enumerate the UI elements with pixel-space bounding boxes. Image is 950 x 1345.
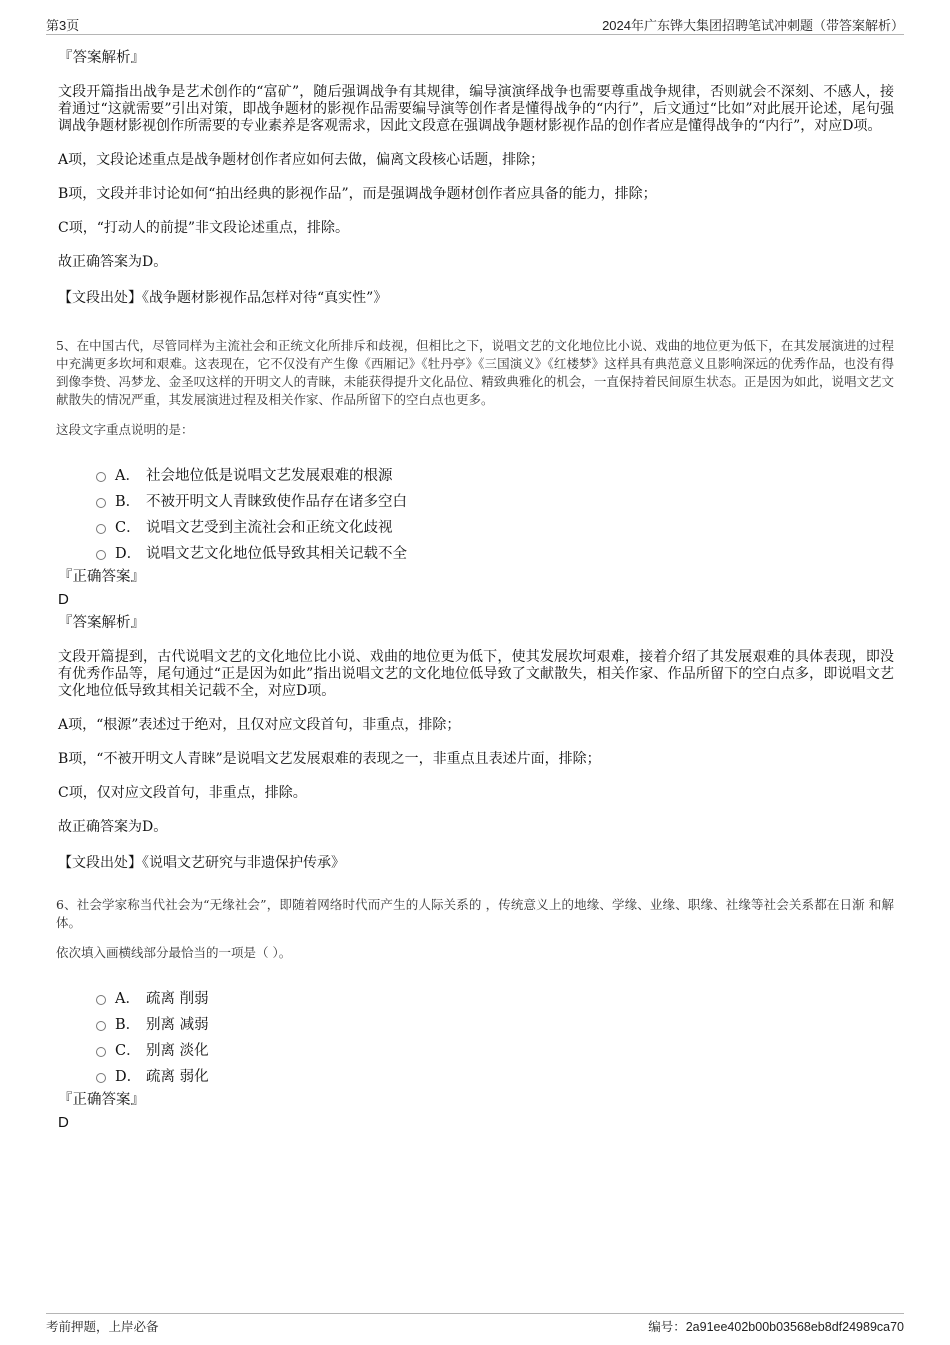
- q6-option-c[interactable]: [96, 1036, 894, 1062]
- q5-option-d[interactable]: [96, 539, 894, 565]
- radio-icon[interactable]: [96, 472, 106, 482]
- option-letter: A．: [115, 467, 140, 484]
- option-letter: B．: [115, 1016, 141, 1033]
- q6-answer: D: [58, 1114, 69, 1131]
- q5-analysis-paragraph: 文段开篇提到，古代说唱文艺的文化地位比小说、戏曲的地位更为低下，使其发展坎坷艰难，接着介绍了其发展艰难的具体表现，即没有优秀作品等，尾句通过“正是因为如此”指出说唱文艺的文化地位低导致了文献散失，相关作家、作品所留下的空白点多，即说唱文艺文化地位低导致其相关记载不全，对应D项。: [58, 649, 894, 699]
- q6-answer-tag: 『正确答案』: [58, 1092, 145, 1108]
- option-letter: A．: [115, 990, 140, 1007]
- option-text: 说唱文艺受到主流社会和正统文化歧视: [146, 519, 393, 536]
- option-text: 不被开明文人青睐致使作品存在诸多空白: [146, 493, 407, 510]
- page-number: 第3页: [46, 18, 80, 33]
- q4-conclusion: 故正确答案为D。: [58, 254, 168, 270]
- q4-source: 【文段出处】《战争题材影视作品怎样对待“真实性”》: [58, 290, 388, 306]
- option-text: 别离 淡化: [146, 1042, 209, 1059]
- q6-options: [96, 984, 894, 1088]
- option-letter: C．: [115, 519, 141, 536]
- radio-icon[interactable]: [96, 1047, 106, 1057]
- q5-option-b[interactable]: [96, 487, 894, 513]
- document-title: 2024年广东铧大集团招聘笔试冲刺题（带答案解析）: [602, 18, 904, 33]
- q5-prompt: 这段文字重点说明的是：: [56, 422, 194, 437]
- radio-icon[interactable]: [96, 498, 106, 508]
- q6-option-d[interactable]: [96, 1062, 894, 1088]
- q4-analysis-line-c: C项，“打动人的前提”非文段论述重点，排除。: [58, 220, 350, 236]
- q5-answer: D: [58, 591, 69, 608]
- q5-explanation: [56, 567, 894, 872]
- q5-option-a[interactable]: [96, 461, 894, 487]
- page-header: [46, 14, 904, 35]
- option-text: 别离 减弱: [146, 1016, 209, 1033]
- q6-option-a[interactable]: [96, 984, 894, 1010]
- option-text: 说唱文艺文化地位低导致其相关记载不全: [146, 545, 407, 562]
- q5-option-c[interactable]: [96, 513, 894, 539]
- option-letter: B．: [115, 493, 141, 510]
- q5-analysis-line-c: C项，仅对应文段首句，非重点，排除。: [58, 785, 307, 801]
- q5-answer-tag: 『正确答案』: [58, 569, 145, 585]
- q4-analysis-line-b: B项，文段并非讨论如何“拍出经典的影视作品”，而是强调战争题材创作者应具备的能力，排除；: [58, 186, 657, 202]
- radio-icon[interactable]: [96, 1073, 106, 1083]
- q4-analysis-paragraph: 文段开篇指出战争是艺术创作的“富矿”，随后强调战争有其规律，编导演演绎战争也需要尊重战争规律，否则就会不深刻、不感人，接着通过“这就需要”引出对策，即战争题材的影视作品需要编导演等创作者是懂得战争的“内行”，后文通过“比如”对此展开论述，尾句强调战争题材影视创作所需要的专业素养是客观需求，因此文段意在强调战争题材影视作品的创作者应是懂得战争的“内行”，对应D项。: [58, 84, 894, 134]
- radio-icon[interactable]: [96, 524, 106, 534]
- document-code: 编号：2a91ee402b00b03568eb8df24989ca70: [648, 1320, 904, 1334]
- q6-option-b[interactable]: [96, 1010, 894, 1036]
- option-letter: D．: [115, 1068, 142, 1085]
- q5-block: [56, 337, 894, 439]
- radio-icon[interactable]: [96, 550, 106, 560]
- option-text: 疏离 弱化: [146, 1068, 209, 1085]
- option-text: 社会地位低是说唱文艺发展艰难的根源: [146, 467, 393, 484]
- radio-icon[interactable]: [96, 995, 106, 1005]
- q5-analysis-line-a: A项，“根源”表述过于绝对，且仅对应文段首句，非重点，排除；: [58, 717, 461, 733]
- q6-text: 6、社会学家称当代社会为“无缘社会”，即随着网络时代而产生的人际关系的 ，传统意义上的地缘、学缘、业缘、职缘、社缘等社会关系都在日渐 和解体。: [56, 897, 894, 930]
- q4-analysis-tag: 『答案解析』: [58, 50, 145, 66]
- q6-explanation: [56, 1090, 894, 1132]
- q5-conclusion: 故正确答案为D。: [58, 819, 168, 835]
- radio-icon[interactable]: [96, 1021, 106, 1031]
- q6-prompt: 依次填入画横线部分最恰当的一项是（ ）。: [56, 945, 292, 960]
- option-letter: C．: [115, 1042, 141, 1059]
- q6-block: [56, 896, 894, 962]
- q4-analysis-line-a: A项，文段论述重点是战争题材创作者应如何去做，偏离文段核心话题，排除；: [58, 152, 545, 168]
- q5-source: 【文段出处】《说唱文艺研究与非遗保护传承》: [58, 855, 345, 871]
- q4-explanation: [56, 48, 894, 307]
- page-footer: [46, 1313, 904, 1338]
- q5-analysis-tag: 『答案解析』: [58, 615, 145, 631]
- q5-options: [96, 461, 894, 565]
- option-text: 疏离 削弱: [146, 990, 209, 1007]
- q5-text: 5、在中国古代，尽管同样为主流社会和正统文化所排斥和歧视，但相比之下，说唱文艺的文化地位比小说、戏曲的地位更为低下，在其发展演进的过程中充满更多坎坷和艰难。这表现在，它不仅没有产生像《西厢记》《牡丹亭》《三国演义》《红楼梦》这样具有典范意义且影响深远的优秀作品，也没有得到像李贽、冯梦龙、金圣叹这样的开明文人的青睐，未能获得提升文化品位、精致典雅化的机会，一直保持着民间原生状态。正是因为如此，说唱文艺文献散失的情况严重，其发展演进过程及相关作家、作品所留下的空白点也更多。: [56, 338, 894, 407]
- page-content: [56, 44, 894, 1132]
- option-letter: D．: [115, 545, 142, 562]
- footer-slogan: 考前押题，上岸必备: [46, 1319, 159, 1334]
- q5-analysis-line-b: B项，“不被开明文人青睐”是说唱文艺发展艰难的表现之一，非重点且表述片面，排除；: [58, 751, 601, 767]
